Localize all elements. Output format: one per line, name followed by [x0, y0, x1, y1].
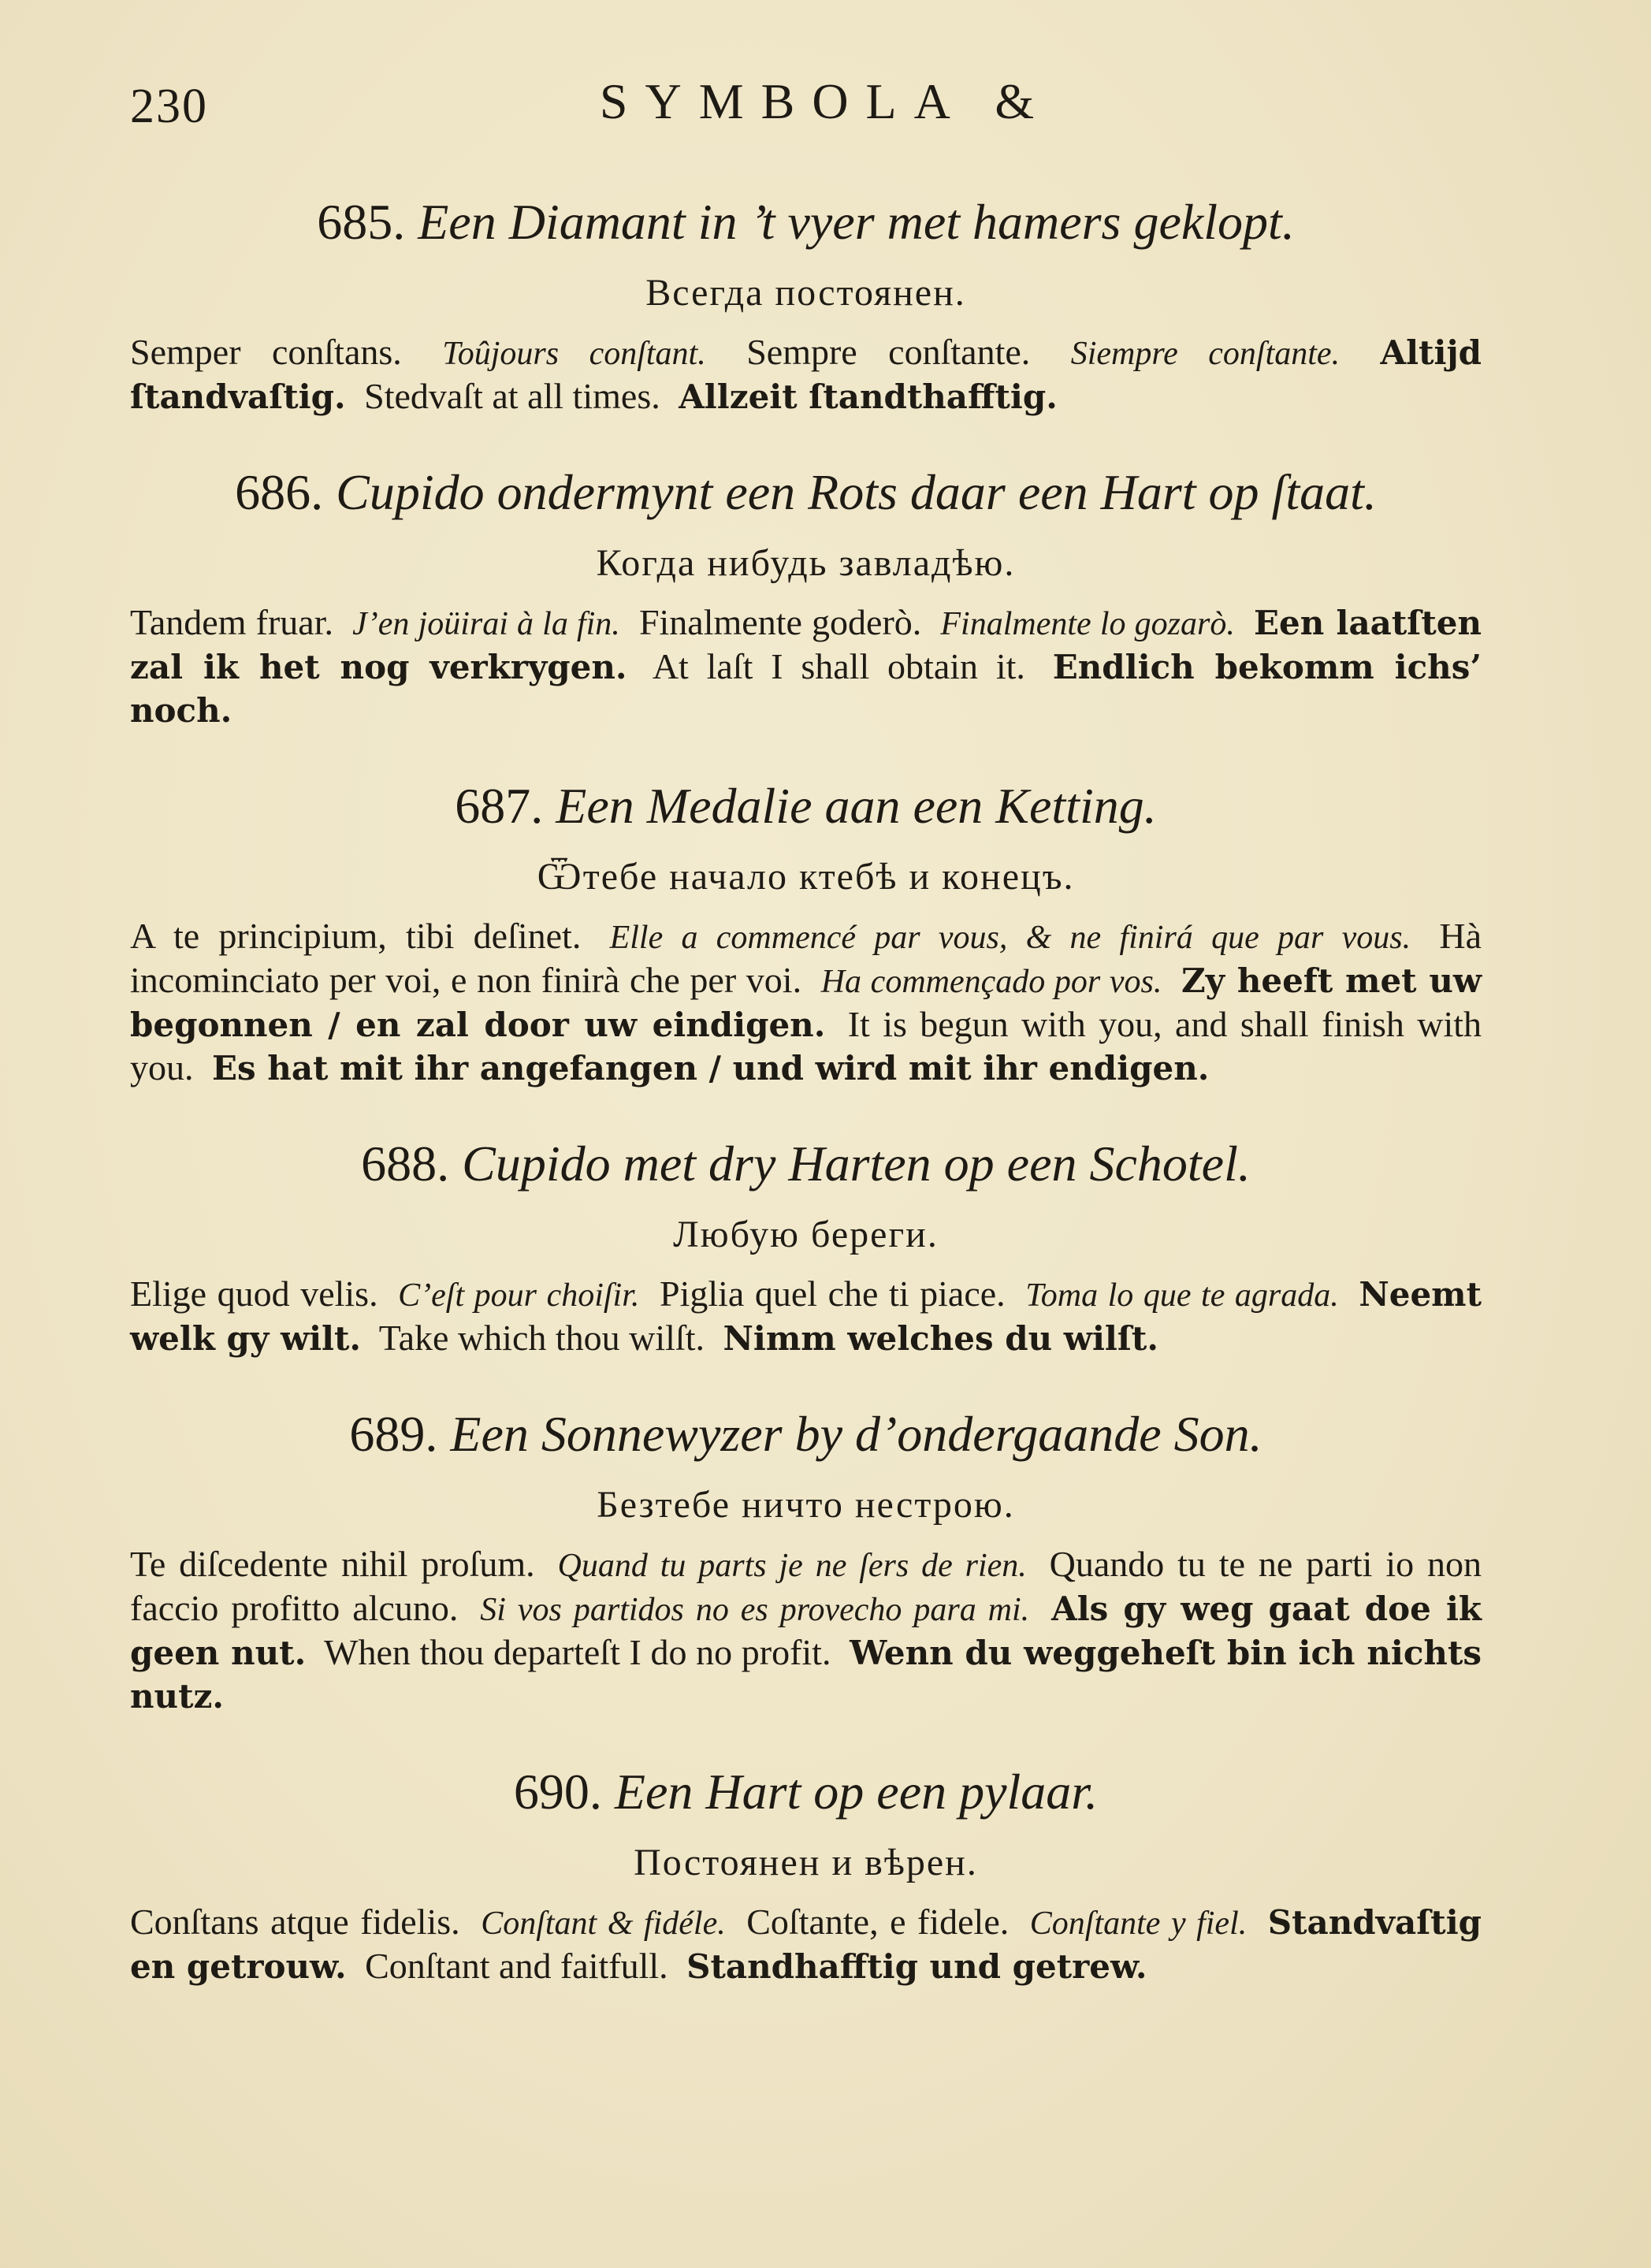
entry-motto: Когда нибудь завладѣю.	[596, 542, 1016, 584]
entry-motto: Постоянен и вѣрен.	[634, 1842, 978, 1883]
entry-title	[130, 773, 1482, 839]
entry-translations	[130, 1543, 1482, 1718]
translation-text: Piglia quel che ti piace.	[659, 1273, 1006, 1314]
entry-translations	[130, 1273, 1482, 1360]
entry-title-text: Cupido met dry Harten op een Schotel.	[462, 1136, 1251, 1192]
translation-text: Neemt welk gy wilt.	[130, 1275, 1482, 1358]
entry-title	[130, 189, 1482, 255]
entry-title-text: Een Diamant in ’t vyer met hamers geklopt.	[418, 194, 1295, 250]
translation-text: Coſtante, e fidele.	[746, 1902, 1010, 1942]
translation-text: Standhafftig und getrew.	[686, 1947, 1147, 1986]
entry-number: 685.	[317, 194, 406, 250]
translation-text: Siempre conſtante.	[1070, 336, 1341, 372]
page-number: 230	[130, 80, 208, 133]
entry-number: 689.	[349, 1406, 438, 1462]
emblem-entry	[130, 459, 1482, 732]
translation-text: Standvaſtig en getrouw.	[130, 1903, 1482, 1986]
emblem-entry	[130, 189, 1482, 418]
translation-text: It is begun with you, and shall finish with you.	[130, 1004, 1482, 1088]
entry-number: 690.	[513, 1764, 602, 1820]
entry-motto: Безтебе ничто нестрою.	[597, 1484, 1015, 1526]
translation-text: Quando tu te ne parti io non faccio profitto alcuno.	[130, 1544, 1482, 1628]
entry-title	[130, 459, 1482, 526]
translation-text: Conſtant & fidéle.	[481, 1905, 726, 1942]
entry-translations	[130, 915, 1482, 1090]
translation-text: When thou departeſt I do no profit.	[324, 1632, 831, 1672]
entry-motto: Всегда постоянен.	[645, 272, 966, 314]
translation-text: Wenn du weggeheſt bin ich nichts nutz.	[130, 1634, 1482, 1716]
translation-text: Sempre conſtante.	[746, 332, 1031, 372]
entry-title-text: Een Hart op een pylaar.	[614, 1764, 1099, 1820]
translation-text: Nimm welches du wilſt.	[723, 1319, 1158, 1358]
translation-text: Es hat mit ihr angefangen / und wird mit ihr endigen.	[212, 1049, 1210, 1088]
entry-title-text: Cupido ondermynt een Rots daar een Hart op ſtaat.	[336, 464, 1377, 520]
entry-translations	[130, 1901, 1482, 1988]
emblem-entry	[130, 1131, 1482, 1360]
translation-text: Elige quod velis.	[130, 1273, 378, 1314]
translation-text: Zy heeft met uw begonnen / en zal door uw eindigen.	[130, 961, 1482, 1044]
translation-text: Endlich bekomm ichs’ noch.	[130, 648, 1482, 730]
entry-title-text: Een Medalie aan een Ketting.	[556, 778, 1157, 834]
emblem-entries	[130, 189, 1482, 2029]
translation-text: J’en joüirai à la fin.	[352, 606, 620, 642]
translation-text: Finalmente lo gozarò.	[940, 606, 1235, 642]
translation-text: Te diſcedente nihil proſum.	[130, 1544, 535, 1584]
translation-text: At laſt I shall obtain it.	[652, 646, 1025, 686]
translation-text: Semper conſtans.	[130, 332, 402, 372]
translation-text: Tandem fruar.	[130, 602, 333, 642]
translation-text: Finalmente goderò.	[638, 602, 922, 642]
entry-translations	[130, 331, 1482, 418]
page-header	[0, 73, 1651, 136]
translation-text: Allzeit ſtandthafftig.	[679, 377, 1058, 416]
running-head: SYMBOLA &	[599, 73, 1052, 129]
translation-text: Conſtans atque fidelis.	[130, 1902, 460, 1942]
translation-text: Altijd ſtandvaſtig.	[130, 333, 1482, 416]
entry-number: 686.	[235, 464, 324, 520]
translation-text: Conſtante y fiel.	[1029, 1905, 1248, 1942]
translation-text: Si vos partidos no es provecho para mi.	[480, 1592, 1030, 1628]
entry-title	[130, 1759, 1482, 1825]
entry-title	[130, 1401, 1482, 1467]
entry-title	[130, 1131, 1482, 1197]
entry-title-text: Een Sonnewyzer by d’ondergaande Son.	[450, 1406, 1262, 1462]
translation-text: Elle a commencé par vous, & ne finirá que par vous.	[609, 920, 1411, 956]
translation-text: C’eſt pour choiſir.	[398, 1277, 640, 1314]
emblem-entry	[130, 1401, 1482, 1718]
entry-number: 688.	[361, 1136, 450, 1192]
translation-text: Stedvaſt at all times.	[364, 376, 660, 416]
translation-text: Conſtant and faitfull.	[365, 1946, 668, 1986]
emblem-entry	[130, 773, 1482, 1090]
translation-text: Een laatſten zal ik het nog verkrygen.	[130, 604, 1482, 686]
entry-number: 687.	[455, 778, 544, 834]
entry-motto: Ѿтебе начало ктебѣ и конецъ.	[537, 856, 1075, 898]
emblem-entry	[130, 1759, 1482, 1988]
entry-translations	[130, 601, 1482, 732]
translation-text: Hà incominciato per voi, e non finirà che per voi.	[130, 916, 1482, 1000]
translation-text: Quand tu parts je ne ſers de rien.	[557, 1548, 1027, 1584]
entry-motto: Любую береги.	[673, 1214, 939, 1255]
translation-text: Take which thou wilſt.	[378, 1318, 705, 1358]
translation-text: Als gy weg gaat doe ik geen nut.	[130, 1589, 1482, 1672]
translation-text: Toûjours conſtant.	[442, 336, 706, 372]
translation-text: Ha commençado por vos.	[820, 964, 1162, 1000]
translation-text: Toma lo que te agrada.	[1025, 1277, 1339, 1314]
translation-text: A te principium, tibi deſinet.	[130, 916, 582, 956]
